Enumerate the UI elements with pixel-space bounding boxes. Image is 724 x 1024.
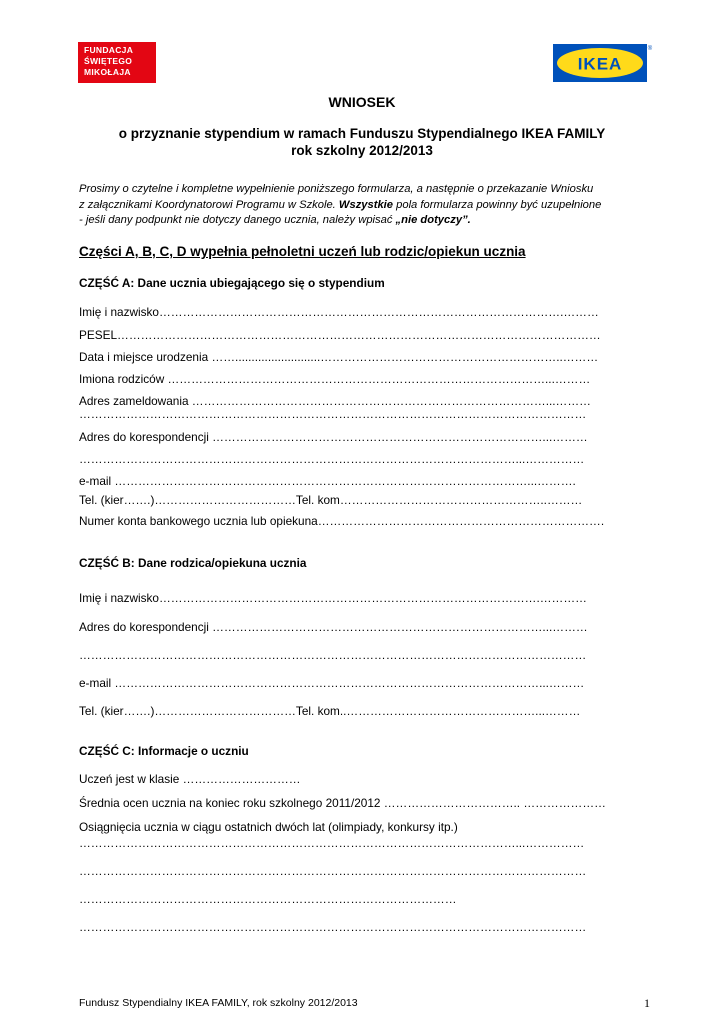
grade-average-field[interactable]: Średnia ocen ucznia na koniec roku szkolnego 2011/2012 …………………………….. ………………… <box>79 796 606 810</box>
intro-line-3-bold: „nie dotyczy”. <box>395 214 471 226</box>
achievements-field-2[interactable]: ………………………………………………………………………………………………………………… <box>79 864 587 878</box>
page-number: 1 <box>644 996 650 1010</box>
ikea-logo-text: IKEA <box>577 54 623 74</box>
student-name-field[interactable]: Imię i nazwisko………………………………………………………………………………………….……… <box>79 305 599 319</box>
document-title: WNIOSEK <box>328 94 396 110</box>
class-field[interactable]: Uczeń jest w klasie ………………………… <box>79 772 301 786</box>
pesel-field[interactable]: PESEL…………………………………………………………………………………………………………… <box>79 328 601 342</box>
parent-address-field[interactable]: Adres do korespondencji …………………………………………………………………………...……… <box>79 620 588 634</box>
school-year: rok szkolny 2012/2013 <box>291 143 433 158</box>
correspondence-address-field-2[interactable]: …………………………………………………………………………………………………...…………… <box>79 452 585 466</box>
document-subtitle: o przyznanie stypendium w ramach Funduszu Stypendialnego IKEA FAMILY <box>118 126 606 141</box>
main-heading: Części A, B, C, D wypełnia pełnoletni uczeń lub rodzic/opiekun ucznia <box>79 244 526 259</box>
bank-account-field[interactable]: Numer konta bankowego ucznia lub opiekuna………………………………………………………………. <box>79 514 605 528</box>
intro-line-2-bold: Wszystkie <box>338 199 394 211</box>
registered-address-field[interactable]: Adres zameldowania ………………………………………………………………………………...……… <box>79 394 591 408</box>
birth-date-place-field[interactable]: Data i miejsce urodzenia ……..........................……………………………………………………..……… <box>79 350 599 364</box>
fundacja-logo-line-1: FUNDACJA <box>84 45 134 55</box>
section-b-heading: CZĘŚĆ B: Dane rodzica/opiekuna ucznia <box>79 556 307 570</box>
registered-mark: ® <box>647 46 653 52</box>
parents-names-field[interactable]: Imiona rodziców ……………………………………………………………………………………...……… <box>79 372 591 386</box>
achievements-field-3[interactable]: …………………………………………………………………………………… <box>79 892 457 906</box>
student-phone-field[interactable]: Tel. (kier…….)………………………………Tel. kom……………………………………………..……… <box>79 493 583 507</box>
correspondence-address-field[interactable]: Adres do korespondencji …………………………………………………………………………...……… <box>79 430 588 444</box>
intro-line-2 <box>79 199 601 211</box>
footer-text: Fundusz Stypendialny IKEA FAMILY, rok szkolny 2012/2013 <box>79 997 358 1009</box>
intro-line-3 <box>79 214 471 226</box>
ikea-logo <box>553 44 653 82</box>
achievements-field-1[interactable]: …………………………………………………………………………………………………...…………… <box>79 836 585 850</box>
student-email-field[interactable]: e-mail ……………………………………………………………………………………………...………. <box>79 474 576 488</box>
parent-phone-field[interactable]: Tel. (kier…….)………………………………Tel. kom..…………………………………………...……… <box>79 704 581 718</box>
achievements-label: Osiągnięcia ucznia w ciągu ostatnich dwóch lat (olimpiady, konkursy itp.) <box>79 820 458 834</box>
intro-line-2-start: z załącznikami Koordynatorowi Programu w Szkole. <box>79 199 339 211</box>
fundacja-logo <box>78 42 156 83</box>
parent-address-field-2[interactable]: ………………………………………………………………………………………………………………… <box>79 648 587 662</box>
parent-email-field[interactable]: e-mail ………………………………………………………………………………………………...……… <box>79 676 585 690</box>
intro-line-2-end: pola formularza powinny być uzupełnione <box>393 199 602 211</box>
intro-line-3-start: - jeśli dany podpunkt nie dotyczy danego ucznia, należy wpisać <box>79 214 396 226</box>
fundacja-logo-line-3: MIKOŁAJA <box>84 67 131 77</box>
achievements-field-4[interactable]: ………………………………………………………………………………………………………………… <box>79 920 587 934</box>
intro-line-1: Prosimy o czytelne i kompletne wypełnienie poniższego formularza, a następnie o przekazanie Wniosku <box>79 183 594 195</box>
fundacja-logo-line-2: ŚWIĘTEGO <box>84 56 133 66</box>
section-c-heading: CZĘŚĆ C: Informacje o uczniu <box>79 744 249 758</box>
section-a-heading: CZĘŚĆ A: Dane ucznia ubiegającego się o stypendium <box>79 276 385 290</box>
registered-address-field-2[interactable]: ………………………………………………………………………………………………………………… <box>79 407 587 421</box>
parent-name-field[interactable]: Imię i nazwisko…………………………………………………………………………………….………… <box>79 591 587 605</box>
